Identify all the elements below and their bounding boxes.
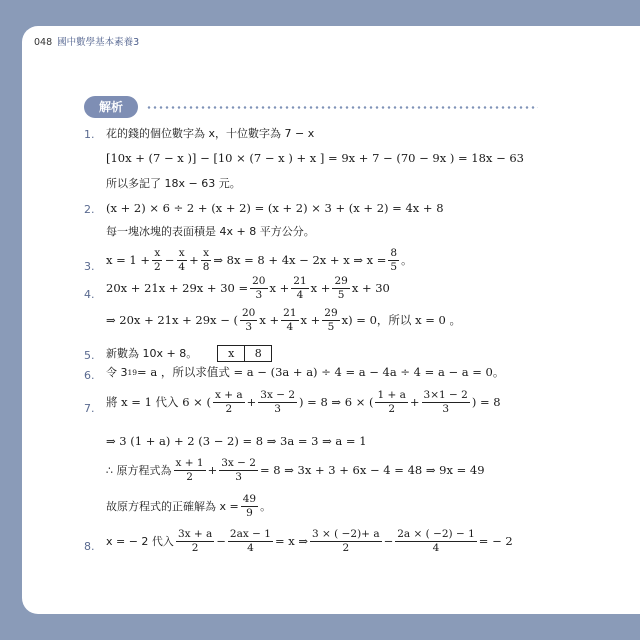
eq-text: + — [207, 462, 218, 477]
eq-text: ⇒ 8x = 8 + 4x − 2x + x ⇒ x = — [213, 252, 387, 267]
fraction: $\frac{29}{5}$ — [334, 275, 348, 302]
eq-text: + — [409, 394, 420, 409]
eq-text: = a ，所以求值式 = a − (3a + a) ÷ 4 = a − 4a ÷ 4 = a − a = 0。 — [137, 365, 505, 379]
fraction: $\frac{x + a}{2}$ — [214, 389, 243, 416]
fraction: $\frac{x}{2}$ — [154, 247, 161, 274]
fraction: $\frac{x}{8}$ — [202, 247, 210, 274]
fraction: $\frac{3x + a}{2}$ — [177, 528, 213, 555]
problem-1-line-2: [10x + (7 − x )] − [10 × (7 − x ) + x ] = 9x + 7 − (70 − 9x ) = 18x − 63 — [106, 151, 524, 165]
problem-5-number: 5. — [84, 349, 95, 362]
problem-4-line-1 — [106, 276, 390, 301]
eq-text: x = 1 + — [106, 252, 151, 267]
problem-6-line — [106, 367, 504, 379]
problem-7-line-2: ⇒ 3 (1 + a) + 2 (3 − 2) = 8 ⇒ 3a = 3 ⇒ a = 1 — [106, 434, 367, 448]
book-page — [22, 26, 640, 614]
problem-7-line-4 — [106, 494, 271, 519]
fraction: $\frac{2a \times ( -2) - 1}{4}$ — [397, 528, 475, 555]
fraction: $\frac{3\times 1 - 2}{3}$ — [423, 389, 468, 416]
problem-2-line-1: (x + 2) × 6 ÷ 2 + (x + 2) = (x + 2) × 3 + (x + 2) = 4x + 8 — [106, 201, 444, 215]
fraction: $\frac{8}{5}$ — [390, 247, 398, 274]
fraction: $\frac{x + 1}{2}$ — [175, 457, 204, 484]
problem-3-number: 3. — [84, 260, 95, 273]
fraction: $\frac{3 \times ( -2)+ a}{2}$ — [312, 528, 380, 555]
eq-text: − — [383, 533, 394, 548]
problem-7-number: 7. — [84, 402, 95, 415]
problem-8-line — [106, 529, 513, 554]
eq-text: x + — [269, 280, 290, 295]
eq-text: x + — [310, 280, 331, 295]
digit-box-right: 8 — [244, 346, 271, 361]
eq-text: = x ⇒ — [274, 533, 309, 548]
problem-2-line-2: 每一塊冰塊的表面積是 4x + 8 平方公分。 — [106, 225, 315, 238]
eq-text: x = − 2 代入 — [106, 535, 174, 549]
eq-text: x) = 0，所以 x = 0 。 — [341, 312, 461, 327]
problem-7-line-1 — [106, 390, 501, 415]
digit-box-left: x — [228, 347, 235, 360]
eq-text: − — [164, 252, 175, 267]
book-title: 國中數學基本素養3 — [57, 37, 140, 48]
eq-text: 20x + 21x + 29x + 30 = — [106, 280, 249, 295]
fraction: $\frac{21}{4}$ — [283, 307, 297, 334]
fraction: $\frac{3x - 2}{3}$ — [221, 457, 256, 484]
problem-4-line-2 — [106, 308, 461, 333]
eq-text: 將 x = 1 代入 6 × ( — [106, 394, 211, 409]
exponent: 19 — [127, 368, 138, 377]
eq-text: 令 3 — [106, 366, 128, 380]
problem-1-line-1: 花的錢的個位數字為 x，十位數字為 7 − x — [106, 127, 315, 140]
page-number: 048 — [34, 37, 53, 48]
eq-text: − — [216, 533, 226, 548]
eq-text: ⇒ 20x + 21x + 29x − ( — [106, 312, 238, 327]
eq-text: + — [189, 252, 199, 267]
problem-4-number: 4. — [84, 288, 95, 301]
problem-1-number: 1. — [84, 128, 95, 141]
eq-text: x + — [259, 312, 280, 327]
solution-badge: 解析 — [84, 96, 138, 118]
eq-text: ) = 8 ⇒ 6 × ( — [299, 394, 374, 409]
page-header — [34, 34, 139, 48]
fraction: $\frac{x}{4}$ — [178, 247, 186, 274]
eq-text: + — [246, 394, 257, 409]
problem-5-line — [106, 345, 272, 362]
fraction: $\frac{49}{9}$ — [242, 493, 257, 520]
problem-3-equation — [106, 248, 412, 273]
fraction: $\frac{20}{3}$ — [241, 307, 256, 334]
eq-text: = 8 ⇒ 3x + 3 + 6x − 4 = 48 ⇒ 9x = 49 — [259, 462, 485, 477]
eq-text: 新數為 10x + 8。 — [106, 347, 198, 360]
eq-text: 故原方程式的正確解為 x = — [106, 500, 239, 514]
problem-6-number: 6. — [84, 369, 95, 382]
fraction: $\frac{20}{3}$ — [252, 275, 266, 302]
eq-text: ∴ 原方程式為 — [106, 464, 172, 478]
problem-2-number: 2. — [84, 203, 95, 216]
fraction: $\frac{21}{4}$ — [293, 275, 307, 302]
eq-text: x + — [300, 312, 321, 327]
eq-text: 。 — [401, 254, 413, 268]
eq-text: ) = 8 — [471, 394, 501, 409]
fraction: $\frac{1 + a}{2}$ — [377, 389, 406, 416]
eq-text: = − 2 — [478, 533, 513, 548]
eq-text: x + 30 — [351, 280, 390, 295]
fraction: $\frac{3x - 2}{3}$ — [260, 389, 296, 416]
problem-7-line-3 — [106, 458, 485, 483]
problem-8-number: 8. — [84, 540, 95, 553]
fraction: $\frac{29}{5}$ — [324, 307, 338, 334]
fraction: $\frac{2ax - 1}{4}$ — [229, 528, 271, 555]
eq-text: 。 — [260, 500, 272, 514]
dotted-divider — [146, 106, 538, 109]
digit-box — [217, 345, 272, 362]
problem-1-line-3: 所以多記了 18x − 63 元。 — [106, 177, 241, 190]
